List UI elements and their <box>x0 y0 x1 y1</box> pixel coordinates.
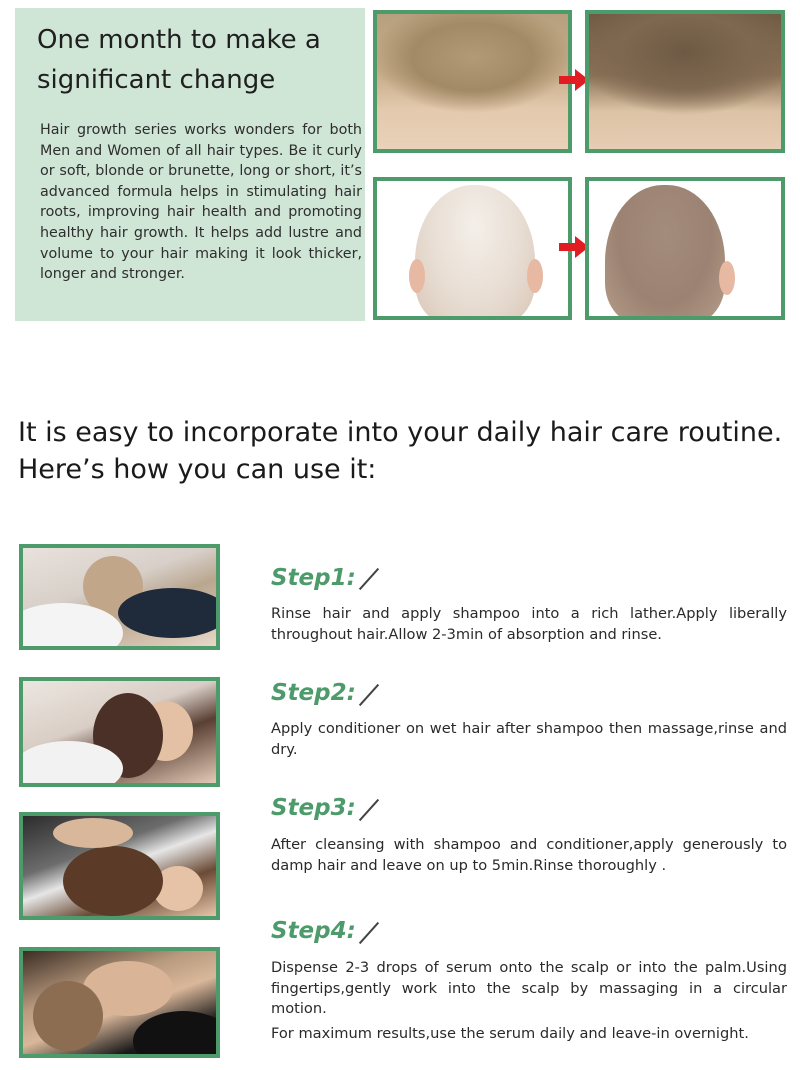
slash-icon <box>359 799 379 821</box>
slash-icon <box>359 922 379 944</box>
step1-title: Step1: <box>271 565 356 591</box>
intro-body: Hair growth series works wonders for both Men and Women of all hair types. Be it curly or soft, blonde or brunette, long or short, it’s advanced formula helps in stimulating hair roots, improving hair health and promoting healthy hair growth. It helps add lustre and volume to your hair making it look thicker, longer and stronger. <box>40 122 362 283</box>
step2-text: Apply conditioner on wet hair after shampoo then massage,rinse and dry. <box>271 720 787 758</box>
step1-photo <box>19 544 220 650</box>
step4-photo <box>19 947 220 1058</box>
hairline-before-photo <box>373 10 572 153</box>
step3-title: Step3: <box>271 795 356 821</box>
step4-title: Step4: <box>271 918 356 944</box>
step4-note: For maximum results,use the serum daily and leave-in overnight. <box>271 1025 749 1042</box>
step3-photo <box>19 812 220 920</box>
hairline-after-photo <box>585 10 785 153</box>
intro-title: One month to make a significant change <box>37 25 321 95</box>
slash-icon <box>359 568 379 590</box>
crown-before-photo <box>373 177 572 320</box>
step2-photo <box>19 677 220 787</box>
step4-text: Dispense 2-3 drops of serum onto the scalp or into the palm.Using fingertips,gently work into the scalp by massaging in a circular motion. <box>271 959 787 1018</box>
slash-icon <box>359 684 379 706</box>
usage-heading: It is easy to incorporate into your daily hair care routine. Here’s how you can use it: <box>18 417 783 485</box>
crown-after-photo <box>585 177 785 320</box>
step3-text: After cleansing with shampoo and conditioner,apply generously to damp hair and leave on up to 5min.Rinse thoroughly . <box>271 836 787 874</box>
step2-title: Step2: <box>271 680 356 706</box>
step1-text: Rinse hair and apply shampoo into a rich lather.Apply liberally throughout hair.Allow 2-3min of absorption and rinse. <box>271 605 787 643</box>
intro-panel <box>15 8 365 321</box>
